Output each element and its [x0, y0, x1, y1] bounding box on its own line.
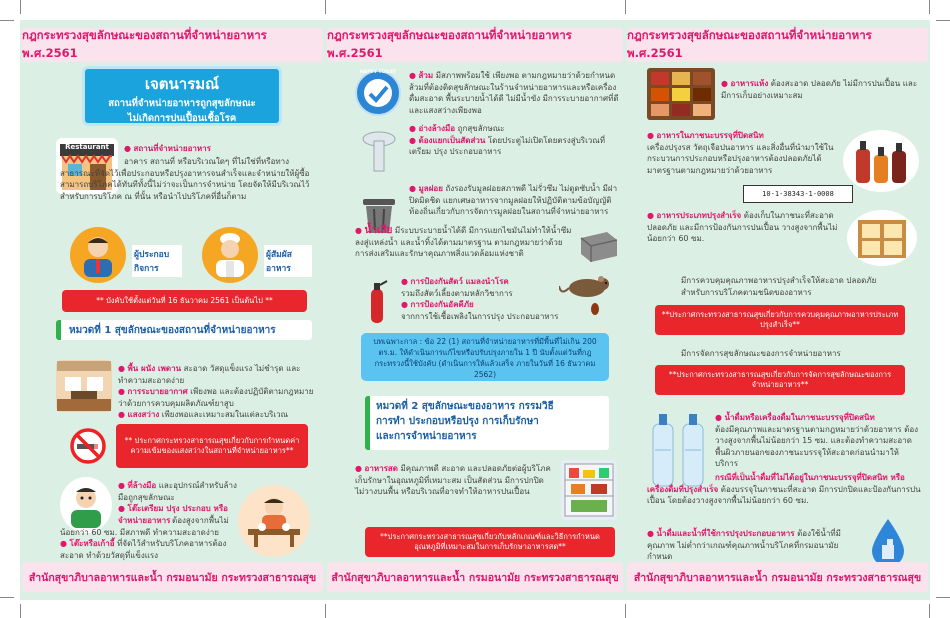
- operator-avatar: [70, 227, 126, 283]
- transition-box: บทเฉพาะกาล : ข้อ 22 (1) สถานที่จำหน่ายอาหารที่มีพื้นที่ไม่เกิน 200 ตร.ม. ให้ดำเนินการแก้ไขหรือปรับปรุงภายใน 1 ปี นับตั้งแต่วันที่กฎกระทรวงนี้ใช้บังคับ (ดำเนินการให้แล้วเสร็จ ภายในวันที่ 16 ธันวาคม 2562): [361, 333, 609, 381]
- ready-food-body: ต้องเก็บในภาชนะที่สะอาด ปลอดภัย และมีการป้องกันการปนเปื้อน วางสูงจากพื้นไม่น้อยกว่า 60 ซม.: [647, 211, 838, 243]
- intent-box: [82, 66, 282, 126]
- intent-subtitle-2: ไม่เกิดการปนเปื้อนเชื้อโรค: [127, 113, 237, 124]
- rat-icon: [559, 270, 619, 300]
- serving-note-box: **ประกาศกระทรวงสาธารณสุขเกี่ยวกับการจัดการสุขลักษณะของการจำหน่ายอาหาร**: [655, 365, 905, 395]
- wastewater-heading: น้ำเสีย: [364, 225, 393, 236]
- dining-table-body: ที่จัดไว้สำหรับบริโภคอาหารต้องสะอาด ทำด้วยวัสดุที่แข็งแรง: [60, 539, 227, 560]
- sink-heading: อ่างล้างมือ: [418, 124, 456, 133]
- lighting-note-box: ** ประกาศกระทรวงสาธารณสุขเกี่ยวกับการกำหนดค่าความเข้มของแสงสว่างในสถานที่จำหน่ายอาหาร**: [116, 424, 308, 468]
- toilet-body: มีสภาพพร้อมใช้ เพียงพอ ตามกฎหมายว่าด้วยกำหนดส้วมที่ต้องติดสุขลักษณะในร้านจำหน่ายอาหารและหรือเครื่องดื่มสะอาด พื้นระบายน้ำได้ดี ไม่มีน้ำขัง มีการระบายอากาศที่ดี และแสงสว่างเพียงพอ: [409, 71, 619, 115]
- panel-footer: สำนักสุขาภิบาลอาหารและน้ำ กรมอนามัย กระทรวงสาธารณสุข: [627, 562, 928, 592]
- hand-wash-body: และอุปกรณ์สำหรับล้างมือถูกสุขลักษณะ: [118, 481, 237, 502]
- prep-table-body: ต้องสูงจากพื้นไม่น้อยกว่า 60 ซม. มีสภาพดี ทำความสะอาดง่าย: [60, 516, 229, 537]
- grease-trap-icon: [577, 228, 619, 264]
- dining-icon: [238, 485, 310, 557]
- lighting-heading: แสงสว่าง: [127, 410, 160, 419]
- panel-header: กฎกระทรวงสุขลักษณะของสถานที่จำหน่ายอาหาร พ.ศ.2561: [327, 28, 623, 62]
- panel-left: กฎกระทรวงสุขลักษณะของสถานที่จำหน่ายอาหาร พ.ศ.2561 เจตนารมณ์ สถานที่จำหน่ายอาหารถูกสุขลักษณะ ไม่เกิดการปนเปื้อนเชื้อโรค Restaurant ● สถานที่จำหน่ายอาหาร อาคาร สถานที่ หรือบริเวณใดๆ ที่ไม่ใช่ที่หรือทางสาธารณะที่จัดไว้เพื่อประกอบหรือปรุงอาหารจนสำเร็จและจำหน่ายให้ผู้ซื้อสามารถบริโภคได้ทันทีทั้งนี้ไม่ว่าจะเป็นการจำหน่าย โดยจัดให้มีบริเวณไว้สำหรับการบริโภค ณ ที่นั้น หรือนำไปบริโภคที่อื่นก็ตาม ผู้ประกอบกิจการ ผู้สัมผัสอาหาร ** บังคับใช้ตั้งแต่วันที่ 16 ธันวาคม 2561 เป็นต้นไป ** หมวดที่ 1 สุขลักษณะของสถานที่จำหน่ายอาหาร ● พื้น ผนัง เพดาน สะอาด วัสดุแข็งแรง ไม่ชำรุด และทำความสะอาดง่าย ● การระบายอากาศ เพียงพอ และต้องปฏิบัติตามกฎหมายว่าด้วยการควบคุมผลิตภัณฑ์ยาสูบ ● แสงสว่าง เพียงพอและเหมาะสมในแต่ละบริเวณ ** ประกาศกระทรวงสาธารณสุขเกี่ยวกับการกำหนดค่าความเข้มของแสงสว่างในสถานที่จำหน่ายอาหาร** ● ที่ล้างมือ และอุปกรณ์สำหรับล้างมือถูกสุขลักษณะ ● โต๊ะเตรียม ปรุง ประกอบ หรือจำหน่ายอาหาร ต้องสูงจากพื้นไม่น้อยกว่า 60 ซม. มีสภาพดี ทำความสะอาดง่าย ● โต๊ะหรือเก้าอี้ ที่จัดไว้สำหรับบริโภคอาหารต้องสะอาด ทำด้วยวัสดุที่แข็งแรง สำนักสุขาภิบาลอาหารและน้ำ กรมอนามัย กระทรวงสาธารณสุข: [20, 20, 325, 600]
- panel-footer: สำนักสุขาภิบาลอาหารและน้ำ กรมอนามัย กระทรวงสาธารณสุข: [327, 562, 623, 592]
- fresh-food-note-box: **ประกาศกระทรวงสาธารณสุขเกี่ยวกับหลักเกณฑ์และวิธีการกำหนดอุณหภูมิที่เหมาะสมในการเก็บรักษาอาหารสด**: [365, 527, 615, 557]
- waste-body: ถังรองรับมูลฝอยสภาพดี ไม่รั่วซึม ไม่ดูดซับน้ำ มีฝาปิดมิดชิด แยกเศษอาหารจากมูลฝอยให้ปฏิบัติตามข้อบัญญัติท้องถิ่นเกี่ยวกับการจัดการมูลฝอยในสถานที่จำหน่ายอาหาร: [409, 184, 618, 216]
- panel-right: กฎกระทรวงสุขลักษณะของสถานที่จำหน่ายอาหาร พ.ศ.2561 ● อาหารแห้ง ต้องสะอาด ปลอดภัย ไม่มีการปนเปื้อน และมีการเก็บอย่างเหมาะสม ● อาหารในภาชนะบรรจุที่ปิดสนิท เครื่องปรุงรส วัตถุเจือปนอาหาร และสิ่งอื่นที่นำมาใช้ในกระบวนการประกอบหรือปรุงอาหารต้องปลอดภัยได้มาตรฐานตามกฎหมายว่าด้วยอาหาร 10-1-38343-1-0008 ● อาหารประเภทปรุงสำเร็จ ต้องเก็บในภาชนะที่สะอาด ปลอดภัย และมีการป้องกันการปนเปื้อน วางสูงจากพื้นไม่น้อยกว่า 60 ซม. มีการควบคุมคุณภาพอาหารปรุงสำเร็จให้สะอาด ปลอดภัย สำหรับการบริโภคตามชนิดของอาหาร **ประกาศกระทรวงสาธารณสุขเกี่ยวกับการควบคุมคุณภาพอาหารประเภทปรุงสำเร็จ** มีการจัดการสุขลักษณะของการจำหน่ายอาหาร **ประกาศกระทรวงสาธารณสุขเกี่ยวกับการจัดการสุขลักษณะของการจำหน่ายอาหาร** ● น้ำดื่มหรือเครื่องดื่มในภาชนะบรรจุที่ปิดสนิท ต้องมีคุณภาพและมาตรฐานตามกฎหมายว่าด้วยอาหาร ต้องวางสูงจากพื้นไม่น้อยกว่า 15 ซม. และต้องทำความสะอาดพื้นผิวภายนอกของภาชนะบรรจุให้สะอาดก่อนนำมาให้บริการ กรณีที่เป็นน้ำดื่มที่ไม่ได้อยู่ในภาชนะบรรจุที่ปิดสนิท หรือเครื่องดื่มที่ปรุงสำเร็จ ต้องบรรจุในภาชนะที่สะอาด มีการปกปิดและป้องกันการปนเปื้อน โดยต้องวางสูงจากพื้นไม่น้อยกว่า 60 ซม. ● น้ำดื่มและน้ำที่ใช้การปรุงประกอบอาหาร ต้องใช้น้ำที่มีคุณภาพ ไม่ต่ำกว่าเกณฑ์คุณภาพน้ำบริโภคที่กรมอนามัยกำหนด สำนักสุขาภิบาลอาหารและน้ำ กรมอนามัย กระทรวงสาธารณสุข: [625, 20, 930, 600]
- ready-food-heading: อาหารประเภทปรุงสำเร็จ: [656, 211, 742, 220]
- panel-middle: กฎกระทรวงสุขลักษณะของสถานที่จำหน่ายอาหาร พ.ศ.2561 HAPPY TOILET ● ส้วม มีสภาพพร้อมใช้ เพียงพอ ตามกฎหมายว่าด้วยกำหนดส้วมที่ต้องติดสุขลักษณะในร้านจำหน่ายอาหารและหรือเครื่องดื่มสะอาด พื้นระบายน้ำได้ดี ไม่มีน้ำขัง มีการระบายอากาศที่ดี และแสงสว่างเพียงพอ ● อ่างล้างมือ ถูกสุขลักษณะ ● ต้องแยกเป็นสัดส่วน โดยประตูไม่เปิดโดยตรงสู่บริเวณที่เตรียม ปรุง ประกอบอาหาร ● มูลฝอย ถังรองรับมูลฝอยสภาพดี ไม่รั่วซึม ไม่ดูดซับน้ำ มีฝาปิดมิดชิด แยกเศษอาหารจากมูลฝอยให้ปฏิบัติตามข้อบัญญัติท้องถิ่นเกี่ยวกับการจัดการมูลฝอยในสถานที่จำหน่ายอาหาร ● น้ำเสีย มีระบบระบายน้ำได้ดี มีการแยกไขมันไม่ทำให้น้ำซึมลงสู่แหล่งน้ำ และน้ำทิ้งได้ตามมาตรฐาน ตามกฎหมายว่าด้วยการส่งเสริมและรักษาคุณภาพสิ่งแวดล้อมแห่งชาติ ● การป้องกันสัตว์ แมลงนำโรค รวมถึงสัตว์เลี้ยงตามหลักวิชาการ ● การป้องกันอัคคีภัย จากการใช้เชื้อเพลิงในการปรุง ประกอบอาหาร บทเฉพาะกาล : ข้อ 22 (1) สถานที่จำหน่ายอาหารที่มีพื้นที่ไม่เกิน 200 ตร.ม. ให้ดำเนินการแก้ไขหรือปรับปรุงภายใน 1 ปี นับตั้งแต่วันที่กฎกระทรวงนี้ใช้บังคับ (ดำเนินการให้แล้วเสร็จ ภายในวันที่ 16 ธันวาคม 2562) หมวดที่ 2 สุขลักษณะของอาหาร กรรมวิธี การทำ ประกอบหรือปรุง การเก็บรักษา และการจำหน่ายอาหาร ● อาหารสด มีคุณภาพดี สะอาด และปลอดภัยต่อผู้บริโภค เก็บรักษาในอุณหภูมิที่เหมาะสม เป็นสัดส่วน มีการปกปิด ไม่วางบนพื้น หรือบริเวณที่อาจทำให้อาหารปนเปื้อน **ประกาศกระทรวงสาธารณสุขเกี่ยวกับหลักเกณฑ์และวิธีการกำหนดอุณหภูมิที่เหมาะสมในการเก็บรักษาอาหารสด** สำนักสุขาภิบาลอาหารและน้ำ กรมอนามัย กระทรวงสาธารณสุข: [325, 20, 625, 600]
- unsealed-drink-body: ต้องบรรจุในภาชนะที่สะอาด มีการปกปิดและป้องกันการปนเปื้อน โดยต้องวางสูงจากพื้นไม่น้อยกว่า 60 ซม.: [647, 484, 921, 505]
- bottled-drink-body: ต้องมีคุณภาพและมาตรฐานตามกฎหมายว่าด้วยอาหาร ต้องวางสูงจากพื้นไม่น้อยกว่า 15 ซม. และต้องทำความสะอาดพื้นผิวภายนอกของภาชนะบรรจุให้สะอาดก่อนนำมาให้บริการ: [715, 424, 919, 468]
- brochure-sheet: [20, 20, 930, 600]
- ventilation-body: เพียงพอ และต้องปฏิบัติตามกฎหมายว่าด้วยการควบคุมผลิตภัณฑ์ยาสูบ: [118, 387, 314, 408]
- intent-subtitle-1: สถานที่จำหน่ายอาหารถูกสุขลักษณะ: [108, 98, 256, 109]
- bottled-drink-heading: น้ำดื่มหรือเครื่องดื่มในภาชนะบรรจุที่ปิดสนิท: [724, 413, 875, 422]
- sealed-food-body: เครื่องปรุงรส วัตถุเจือปนอาหาร และสิ่งอื่นที่นำมาใช้ในกระบวนการประกอบหรือปรุงอาหารต้องปลอดภัยได้มาตรฐานตามกฎหมายว่าด้วยอาหาร: [647, 142, 834, 175]
- ventilation-heading: การระบายอากาศ: [127, 387, 188, 396]
- fda-label-box: [743, 185, 853, 203]
- restaurant-sign: Restaurant: [65, 143, 109, 151]
- happy-toilet-seal: HAPPY TOILET: [359, 70, 397, 75]
- wastewater-body: มีระบบระบายน้ำได้ดี มีการแยกไขมันไม่ทำให้น้ำซึมลงสู่แหล่งน้ำ และน้ำทิ้งได้ตามมาตรฐาน ตามกฎหมายว่าด้วยการส่งเสริมและรักษาคุณภาพสิ่งแวดล้อมแห่งชาติ: [355, 226, 572, 258]
- panel-header: กฎกระทรวงสุขลักษณะของสถานที่จำหน่ายอาหาร พ.ศ.2561: [22, 28, 323, 62]
- fda-code: 10-1-38343-1-0008: [762, 190, 834, 198]
- sink-body: ถูกสุขลักษณะ: [457, 124, 505, 133]
- separation-heading: ต้องแยกเป็นสัดส่วน: [418, 135, 486, 145]
- no-smoking-icon: [70, 428, 106, 464]
- floor-body: สะอาด วัสดุแข็งแรง ไม่ชำรุด และทำความสะอาดง่าย: [118, 364, 301, 385]
- serving-text: มีการจัดการสุขลักษณะของการจำหน่ายอาหาร: [681, 349, 841, 358]
- drinking-water-body: ต้องใช้น้ำที่มีคุณภาพ ไม่ต่ำกว่าเกณฑ์คุณภาพน้ำบริโภคที่กรมอนามัยกำหนด: [647, 529, 841, 561]
- fire-extinguisher-icon: [363, 278, 391, 324]
- dry-food-body: ต้องสะอาด ปลอดภัย ไม่มีการปนเปื้อน และมีการเก็บอย่างเหมาะสม: [721, 79, 918, 100]
- category-2-title: หมวดที่ 2 สุขลักษณะของอาหาร กรรมวิธี การทำ ประกอบหรือปรุง การเก็บรักษา และการจำหน่ายอาหาร: [365, 396, 609, 450]
- panel-header: กฎกระทรวงสุขลักษณะของสถานที่จำหน่ายอาหาร พ.ศ.2561: [627, 28, 928, 62]
- intent-title: เจตนารมณ์: [144, 75, 220, 93]
- food-cabinet-icon: [847, 210, 917, 266]
- fire-heading: การป้องกันอัคคีภัย: [410, 300, 474, 309]
- category-1-title: หมวดที่ 1 สุขลักษณะของสถานที่จำหน่ายอาหาร: [56, 320, 312, 340]
- fresh-food-body: มีคุณภาพดี สะอาด และปลอดภัยต่อผู้บริโภค เก็บรักษาในอุณหภูมิที่เหมาะสม เป็นสัดส่วน มีการปกปิด ไม่วางบนพื้น หรือบริเวณที่อาจทำให้อาหารปนเปื้อน: [355, 464, 551, 496]
- panel-footer: สำนักสุขาภิบาลอาหารและน้ำ กรมอนามัย กระทรวงสาธารณสุข: [22, 562, 323, 592]
- happy-toilet-badge-icon: [355, 70, 401, 116]
- hand-wash-heading: ที่ล้างมือ: [127, 481, 157, 490]
- quality-control-text: มีการควบคุมคุณภาพอาหารปรุงสำเร็จให้สะอาด ปลอดภัย สำหรับการบริโภคตามชนิดของอาหาร: [681, 276, 877, 297]
- condiment-bottles-icon: [843, 130, 919, 192]
- room-interior-icon: [56, 360, 112, 412]
- fresh-food-heading: อาหารสด: [364, 464, 398, 473]
- fire-body: จากการใช้เชื้อเพลิงในการปรุง ประกอบอาหาร: [401, 311, 559, 321]
- dry-food-heading: อาหารแห้ง: [730, 79, 769, 88]
- operator-label: ผู้ประกอบกิจการ: [132, 245, 182, 277]
- effective-date-box: ** บังคับใช้ตั้งแต่วันที่ 16 ธันวาคม 2561 เป็นต้นไป **: [62, 290, 307, 312]
- toilet-heading: ส้วม: [418, 71, 434, 80]
- sink-icon: [361, 128, 397, 174]
- separation-body: โดยประตูไม่เปิดโดยตรงสู่บริเวณที่เตรียม ปรุง ประกอบอาหาร: [409, 135, 605, 156]
- ready-food-note-box: **ประกาศกระทรวงสาธารณสุขเกี่ยวกับการควบคุมคุณภาพอาหารประเภทปรุงสำเร็จ**: [655, 305, 905, 335]
- waste-heading: มูลฝอย: [418, 184, 443, 193]
- pest-heading: การป้องกันสัตว์ แมลงนำโรค: [410, 277, 509, 286]
- refrigerator-icon: [561, 460, 617, 520]
- floor-heading: พื้น ผนัง เพดาน: [127, 364, 182, 373]
- place-description: อาคาร สถานที่ หรือบริเวณใดๆ ที่ไม่ใช่ที่หรือทางสาธารณะที่จัดไว้เพื่อประกอบหรือปรุงอาหารจนสำเร็จและจำหน่ายให้ผู้ซื้อสามารถบริโภคได้ทันทีทั้งนี้ไม่ว่าจะเป็นการจำหน่าย โดยจัดให้มีบริเวณไว้สำหรับการบริโภค ณ ที่นั้น หรือนำไปบริโภคที่อื่นก็ตาม: [60, 157, 310, 201]
- place-heading: สถานที่จำหน่ายอาหาร: [133, 144, 211, 153]
- drinking-water-heading: น้ำดื่มและน้ำที่ใช้การปรุงประกอบอาหาร: [656, 529, 795, 538]
- lighting-body: เพียงพอและเหมาะสมในแต่ละบริเวณ: [161, 410, 289, 419]
- dining-table-heading: โต๊ะหรือเก้าอี้: [69, 539, 115, 548]
- sealed-food-heading: อาหารในภาชนะบรรจุที่ปิดสนิท: [656, 131, 764, 140]
- dried-food-icon: [647, 68, 715, 120]
- unsealed-drink-heading: กรณีที่เป็นน้ำดื่มที่ไม่ได้อยู่ในภาชนะบรรจุที่ปิดสนิท หรือเครื่องดื่มที่ปรุงสำเร็จ: [647, 473, 905, 494]
- food-handler-label: ผู้สัมผัสอาหาร: [264, 245, 312, 277]
- food-handler-avatar: [202, 227, 258, 283]
- cockroach-icon: [587, 302, 603, 316]
- pest-body: รวมถึงสัตว์เลี้ยงตามหลักวิชาการ: [401, 288, 513, 298]
- water-drop-icon: [865, 516, 911, 568]
- prep-table-heading: โต๊ะเตรียม ปรุง ประกอบ หรือจำหน่ายอาหาร: [118, 504, 228, 525]
